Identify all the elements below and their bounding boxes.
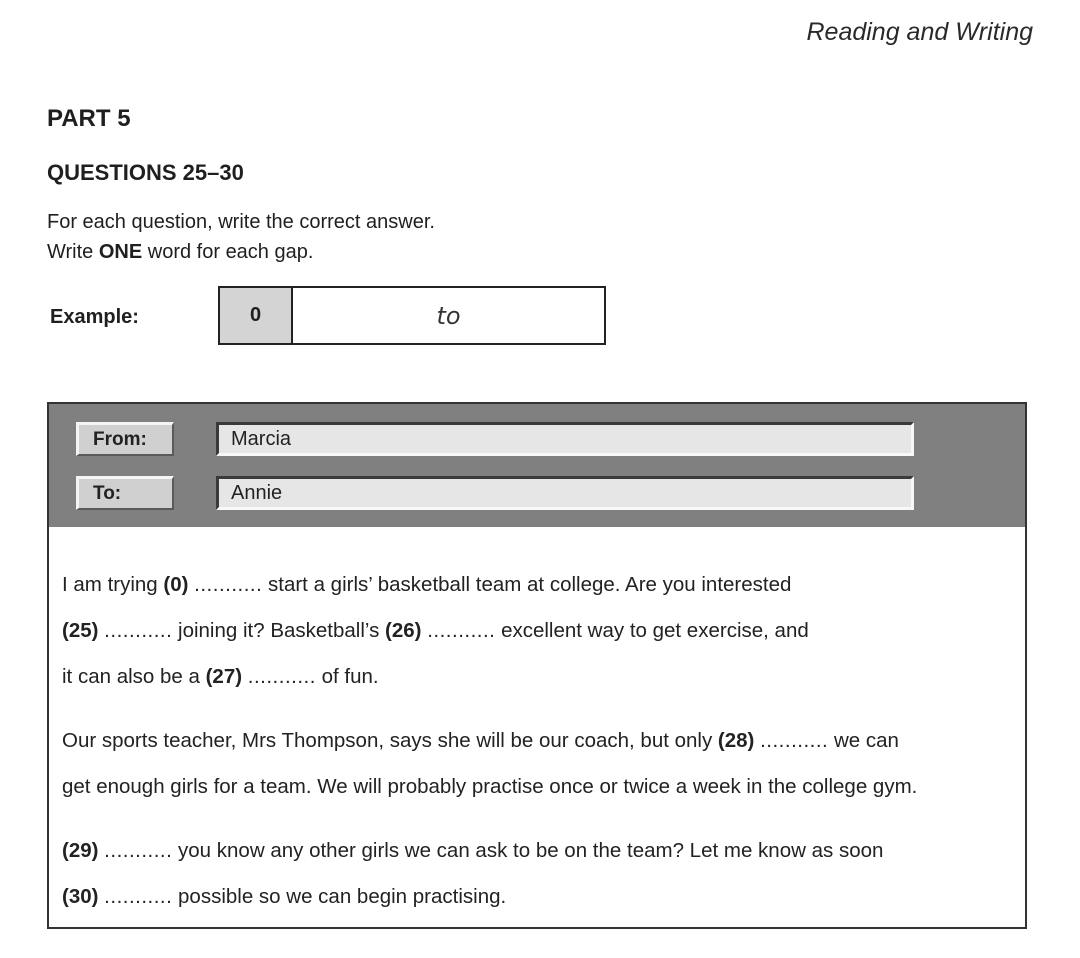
instruction-text: Write xyxy=(47,241,99,263)
gap-number-30: (30) xyxy=(62,885,99,908)
to-label: To: xyxy=(76,476,174,510)
instruction-text: word for each gap. xyxy=(142,241,314,263)
from-row xyxy=(49,422,1025,462)
body-text: joining it? Basketball’s xyxy=(172,619,386,642)
gap-number-26: (26) xyxy=(385,619,422,642)
instruction-line-2 xyxy=(47,237,435,267)
example-box xyxy=(218,286,606,345)
section-label: Reading and Writing xyxy=(806,18,1033,46)
instruction-line-1: For each question, write the correct answer. xyxy=(47,211,435,233)
email-paragraph-2 xyxy=(62,718,1009,810)
body-text: Our sports teacher, Mrs Thompson, says she will be our coach, but only xyxy=(62,729,718,752)
body-text: it can also be a xyxy=(62,665,206,688)
gap-dots: ........... xyxy=(194,573,263,596)
gap-dots: ........... xyxy=(247,665,316,688)
gap-dots: ........... xyxy=(104,885,173,908)
instructions xyxy=(47,207,435,267)
body-text: I am trying xyxy=(62,573,164,596)
gap-dots: ........... xyxy=(104,839,173,862)
to-field: Annie xyxy=(216,476,914,510)
gap-number-27: (27) xyxy=(205,665,243,688)
instruction-emphasis: ONE xyxy=(98,241,143,263)
to-row xyxy=(49,476,1025,516)
email-paragraph-1 xyxy=(62,562,1009,700)
body-text: get enough girls for a team. We will probably practise once or twice a week in the college gym. xyxy=(62,775,918,798)
body-text: start a girls’ basketball team at college. Are you interested xyxy=(262,573,792,596)
gap-number-28: (28) xyxy=(717,729,755,752)
body-text: of fun. xyxy=(315,665,379,688)
gap-dots: ........... xyxy=(760,729,829,752)
questions-title: QUESTIONS 25–30 xyxy=(47,160,244,185)
gap-number-25: (25) xyxy=(62,619,99,642)
gap-number-0: (0) xyxy=(163,573,189,596)
gap-number-29: (29) xyxy=(62,839,99,862)
email-header xyxy=(49,404,1025,527)
from-label: From: xyxy=(76,422,174,456)
from-field: Marcia xyxy=(216,422,914,456)
body-text: possible so we can begin practising. xyxy=(172,885,507,908)
example-number: 0 xyxy=(220,288,293,343)
body-text: excellent way to get exercise, and xyxy=(495,619,809,642)
example-answer: to xyxy=(436,301,461,330)
email-paragraph-3 xyxy=(62,828,1009,920)
email-body xyxy=(62,562,1009,920)
part-title: PART 5 xyxy=(47,105,131,132)
gap-dots: ........... xyxy=(427,619,496,642)
body-text: we can xyxy=(828,729,899,752)
body-text: you know any other girls we can ask to be on the team? Let me know as soon xyxy=(172,839,884,862)
example-label: Example: xyxy=(50,306,139,328)
gap-dots: ........... xyxy=(104,619,173,642)
email-panel xyxy=(47,402,1027,929)
